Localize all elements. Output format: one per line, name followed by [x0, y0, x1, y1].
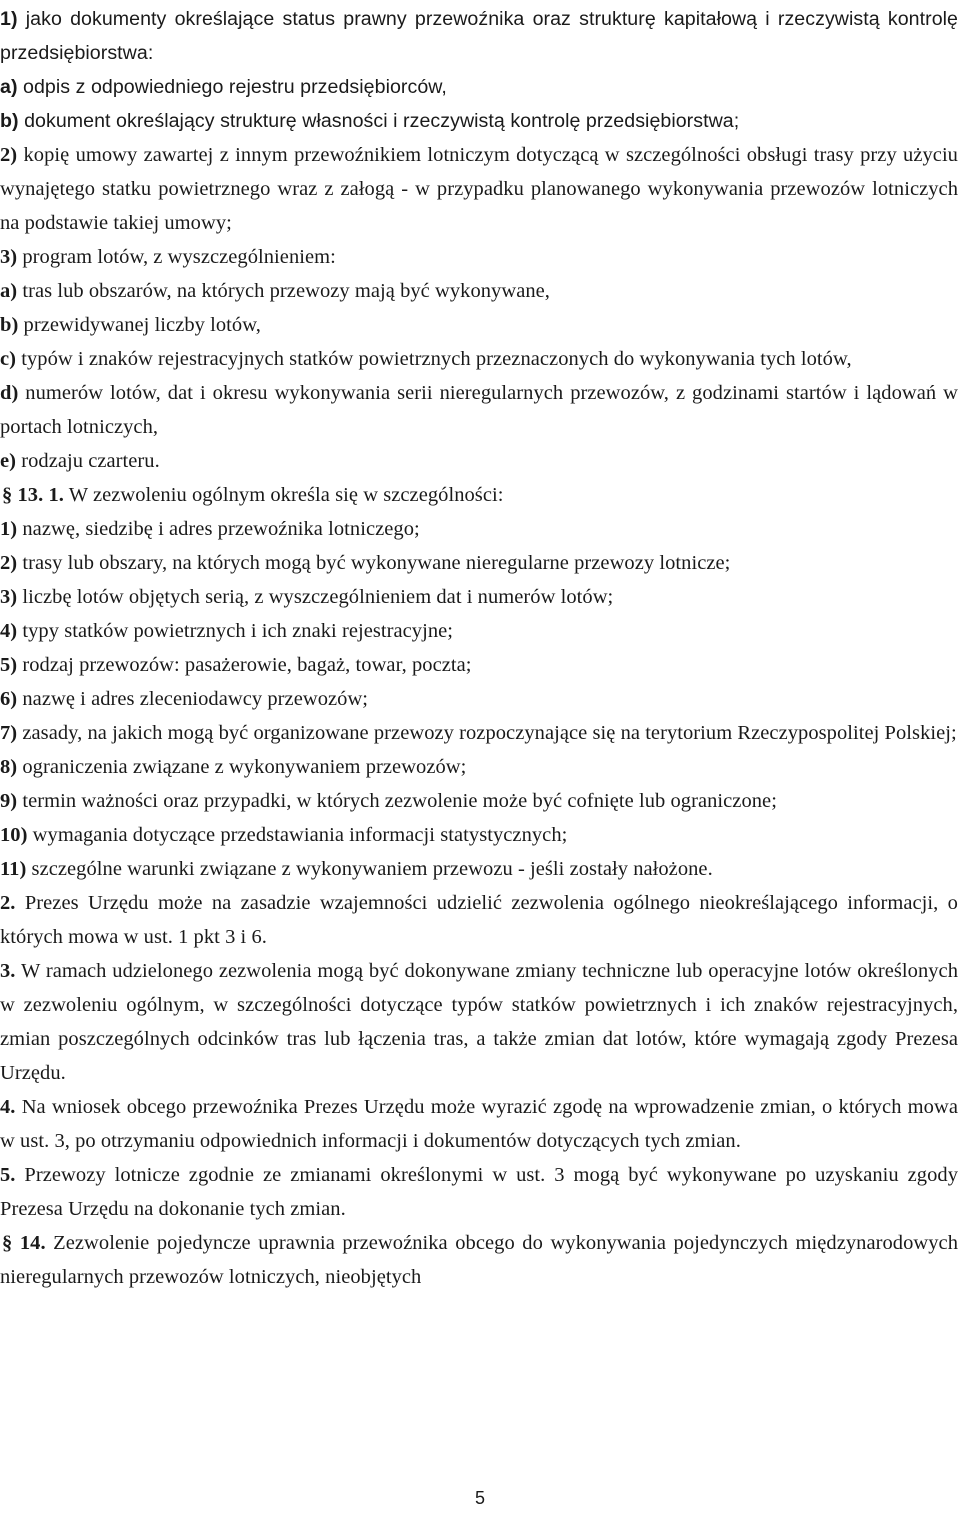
section-marker: § 14. — [2, 1232, 46, 1254]
item-number: 8) — [0, 756, 18, 778]
list-item — [0, 512, 958, 546]
list-item — [0, 104, 958, 138]
list-item — [0, 546, 958, 580]
item-number: 4) — [0, 620, 18, 642]
item-number: 1. — [48, 484, 64, 506]
item-number: 2. — [0, 892, 16, 914]
item-number: 3) — [0, 246, 18, 268]
item-text: trasy lub obszary, na których mogą być wykonywane nieregularne przewozy lotnicze; — [22, 552, 731, 574]
item-number: 5. — [0, 1164, 16, 1186]
item-text: Przewozy lotnicze zgodnie ze zmianami określonymi w ust. 3 mogą być wykonywane po uzyskaniu zgody Prezesa Urzędu na dokonanie tych zmian. — [0, 1164, 958, 1220]
list-item — [0, 580, 958, 614]
list-item — [0, 342, 958, 376]
item-text: termin ważności oraz przypadki, w których zezwolenie może być cofnięte lub ograniczone; — [22, 790, 777, 812]
item-text: wymagania dotyczące przedstawiania informacji statystycznych; — [32, 824, 568, 846]
list-item — [0, 274, 958, 308]
item-number: 2) — [0, 552, 18, 574]
list-item — [0, 818, 958, 852]
list-item — [0, 1090, 958, 1158]
item-number: 7) — [0, 722, 18, 744]
list-item — [0, 614, 958, 648]
item-text: przewidywanej liczby lotów, — [23, 314, 261, 336]
item-text: jako dokumenty określające status prawny przewoźnika oraz strukturę kapitałową i rzeczywistą kontrolę przedsiębiorstwa: — [0, 8, 958, 64]
item-text: odpis z odpowiedniego rejestru przedsiębiorców, — [23, 76, 447, 98]
item-text: numerów lotów, dat i okresu wykonywania serii nieregularnych przewozów, z godzinami startów i lądowań w portach lotniczych, — [0, 382, 958, 438]
item-text: W zezwoleniu ogólnym określa się w szczególności: — [68, 484, 504, 506]
list-item — [0, 750, 958, 784]
item-number: 2) — [0, 144, 18, 166]
item-number: a) — [0, 76, 18, 98]
item-number: 11) — [0, 858, 27, 880]
list-item — [0, 784, 958, 818]
page-number: 5 — [474, 1488, 485, 1508]
item-text: typy statków powietrznych i ich znaki rejestracyjne; — [22, 620, 454, 642]
section-paragraph — [0, 478, 958, 512]
list-item — [0, 308, 958, 342]
item-text: Prezes Urzędu może na zasadzie wzajemności udzielić zezwolenia ogólnego nieokreślającego informacji, o których mowa w ust. 1 pkt 3 i 6. — [0, 892, 958, 948]
item-number: 10) — [0, 824, 28, 846]
item-number: 6) — [0, 688, 18, 710]
item-number: c) — [0, 348, 17, 370]
item-text: program lotów, z wyszczególnieniem: — [22, 246, 336, 268]
list-item — [0, 2, 958, 70]
item-number: e) — [0, 450, 17, 472]
section-marker: § 13. — [2, 484, 44, 506]
list-item — [0, 1158, 958, 1226]
item-text: rodzaj przewozów: pasażerowie, bagaż, towar, poczta; — [22, 654, 472, 676]
list-item — [0, 648, 958, 682]
list-item — [0, 444, 958, 478]
item-number: d) — [0, 382, 19, 404]
list-item — [0, 716, 958, 750]
item-text: W ramach udzielonego zezwolenia mogą być dokonywane zmiany techniczne lub operacyjne lotów określonych w zezwoleniu ogólnym, w szczególności dotyczące typów statków powietrznych i ich znaków rejestracyjnych, zmian poszczególnych odcinków tras lub łączenia tras, a także zmian dat lotów, które wymagają zgody Prezesa Urzędu. — [0, 960, 958, 1084]
item-text: dokument określający strukturę własności i rzeczywistą kontrolę przedsiębiorstwa; — [24, 110, 740, 132]
item-number: 9) — [0, 790, 18, 812]
item-text: ograniczenia związane z wykonywaniem przewozów; — [22, 756, 467, 778]
item-text: rodzaju czarteru. — [21, 450, 160, 472]
section-paragraph — [0, 1226, 958, 1294]
item-text: zasady, na jakich mogą być organizowane przewozy rozpoczynające się na terytorium Rzeczypospolitej Polskiej; — [22, 722, 957, 744]
item-number: 1) — [0, 518, 18, 540]
item-text: szczególne warunki związane z wykonywaniem przewozu - jeśli zostały nałożone. — [31, 858, 713, 880]
list-item — [0, 138, 958, 240]
list-item — [0, 954, 958, 1090]
list-item — [0, 376, 958, 444]
item-number: b) — [0, 314, 19, 336]
item-text: liczbę lotów objętych serią, z wyszczególnieniem dat i numerów lotów; — [22, 586, 614, 608]
item-text: Na wniosek obcego przewoźnika Prezes Urzędu może wyrazić zgodę na wprowadzenie zmian, o których mowa w ust. 3, po otrzymaniu odpowiednich informacji i dokumentów dotyczących tych zmian. — [0, 1096, 958, 1152]
item-number: a) — [0, 280, 18, 302]
list-item — [0, 682, 958, 716]
item-number: b) — [0, 110, 19, 132]
list-item — [0, 70, 958, 104]
item-number: 3. — [0, 960, 16, 982]
item-number: 4. — [0, 1096, 16, 1118]
item-text: nazwę, siedzibę i adres przewoźnika lotniczego; — [22, 518, 420, 540]
item-text: tras lub obszarów, na których przewozy mają być wykonywane, — [22, 280, 550, 302]
item-text: kopię umowy zawartej z innym przewoźnikiem lotniczym dotyczącą w szczególności obsługi trasy przy użyciu wynajętego statku powietrznego wraz z załogą - w przypadku planowanego wykonywania przewozów lotniczych na podstawie takiej umowy; — [0, 144, 958, 234]
item-number: 1) — [0, 8, 18, 30]
document-body — [0, 2, 958, 1294]
item-text: Zezwolenie pojedyncze uprawnia przewoźnika obcego do wykonywania pojedynczych międzynarodowych nieregularnych przewozów lotniczych, nieobjętych — [0, 1232, 958, 1288]
list-item — [0, 240, 958, 274]
item-text: typów i znaków rejestracyjnych statków powietrznych przeznaczonych do wykonywania tych lotów, — [21, 348, 852, 370]
item-number: 5) — [0, 654, 18, 676]
item-text: nazwę i adres zleceniodawcy przewozów; — [22, 688, 369, 710]
list-item — [0, 852, 958, 886]
item-number: 3) — [0, 586, 18, 608]
list-item — [0, 886, 958, 954]
